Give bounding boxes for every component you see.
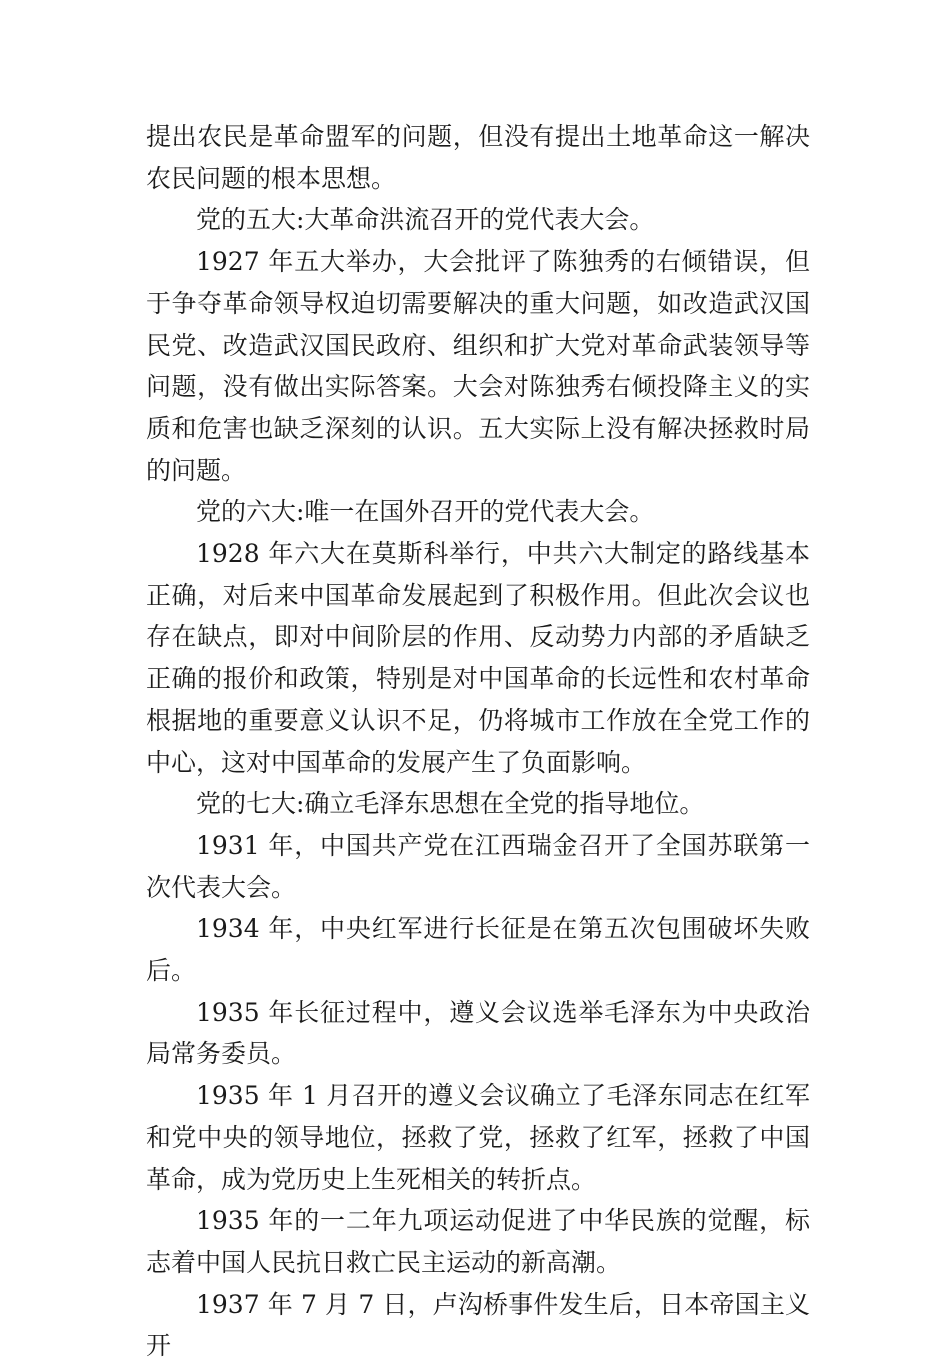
paragraph-fifth-congress-heading: 党的五大:大革命洪流召开的党代表大会。 — [196, 205, 655, 235]
paragraph-fifth-congress-body: 1927 年五大举办，大会批评了陈独秀的右倾错误，但于争夺革命领导权迫切需要解决的重大问题，如改造武汉国民党、改造武汉国民政府、组织和扩大党对革命武装领导等问题，没有做出实际答案。大会对陈独秀右倾投降主义的实质和危害也缺乏深刻的认识。五大实际上没有解决拯救时局的问题。 — [146, 247, 810, 485]
paragraph-seventh-congress-heading: 党的七大:确立毛泽东思想在全党的指导地位。 — [196, 789, 705, 819]
paragraph-continuation: 提出农民是革命盟军的问题，但没有提出土地革命这一解决农民问题的根本思想。 — [146, 122, 810, 193]
paragraph-1935-movement: 1935 年的一二年九项运动促进了中华民族的觉醒，标志着中国人民抗日救亡民主运动的新高潮。 — [146, 1206, 810, 1277]
paragraph-1935-long-march: 1935 年长征过程中，遵义会议选举毛泽东为中央政治局常务委员。 — [146, 997, 810, 1069]
paragraph-1934: 1934 年，中央红军进行长征是在第五次包围破坏失败后。 — [146, 914, 810, 986]
paragraph-sixth-congress-heading: 党的六大:唯一在国外召开的党代表大会。 — [196, 497, 655, 527]
document-body — [146, 116, 810, 1367]
paragraph-1931: 1931 年，中国共产党在江西瑞金召开了全国苏联第一次代表大会。 — [146, 830, 810, 902]
paragraph-1935-zunyi: 1935 年 1 月召开的遵义会议确立了毛泽东同志在红军和党中央的领导地位，拯救了党，拯救了红军，拯救了中国革命，成为党历史上生死相关的转折点。 — [146, 1081, 810, 1194]
paragraph-1937: 1937 年 7 月 7 日，卢沟桥事件发生后，日本帝国主义开 — [146, 1289, 810, 1361]
paragraph-sixth-congress-body: 1928 年六大在莫斯科举行，中共六大制定的路线基本正确，对后来中国革命发展起到了积极作用。但此次会议也存在缺点，即对中间阶层的作用、反动势力内部的矛盾缺乏正确的报价和政策，特别是对中国革命的长远性和农村革命根据地的重要意义认识不足，仍将城市工作放在全党工作的中心，这对中国革命的发展产生了负面影响。 — [146, 539, 810, 777]
